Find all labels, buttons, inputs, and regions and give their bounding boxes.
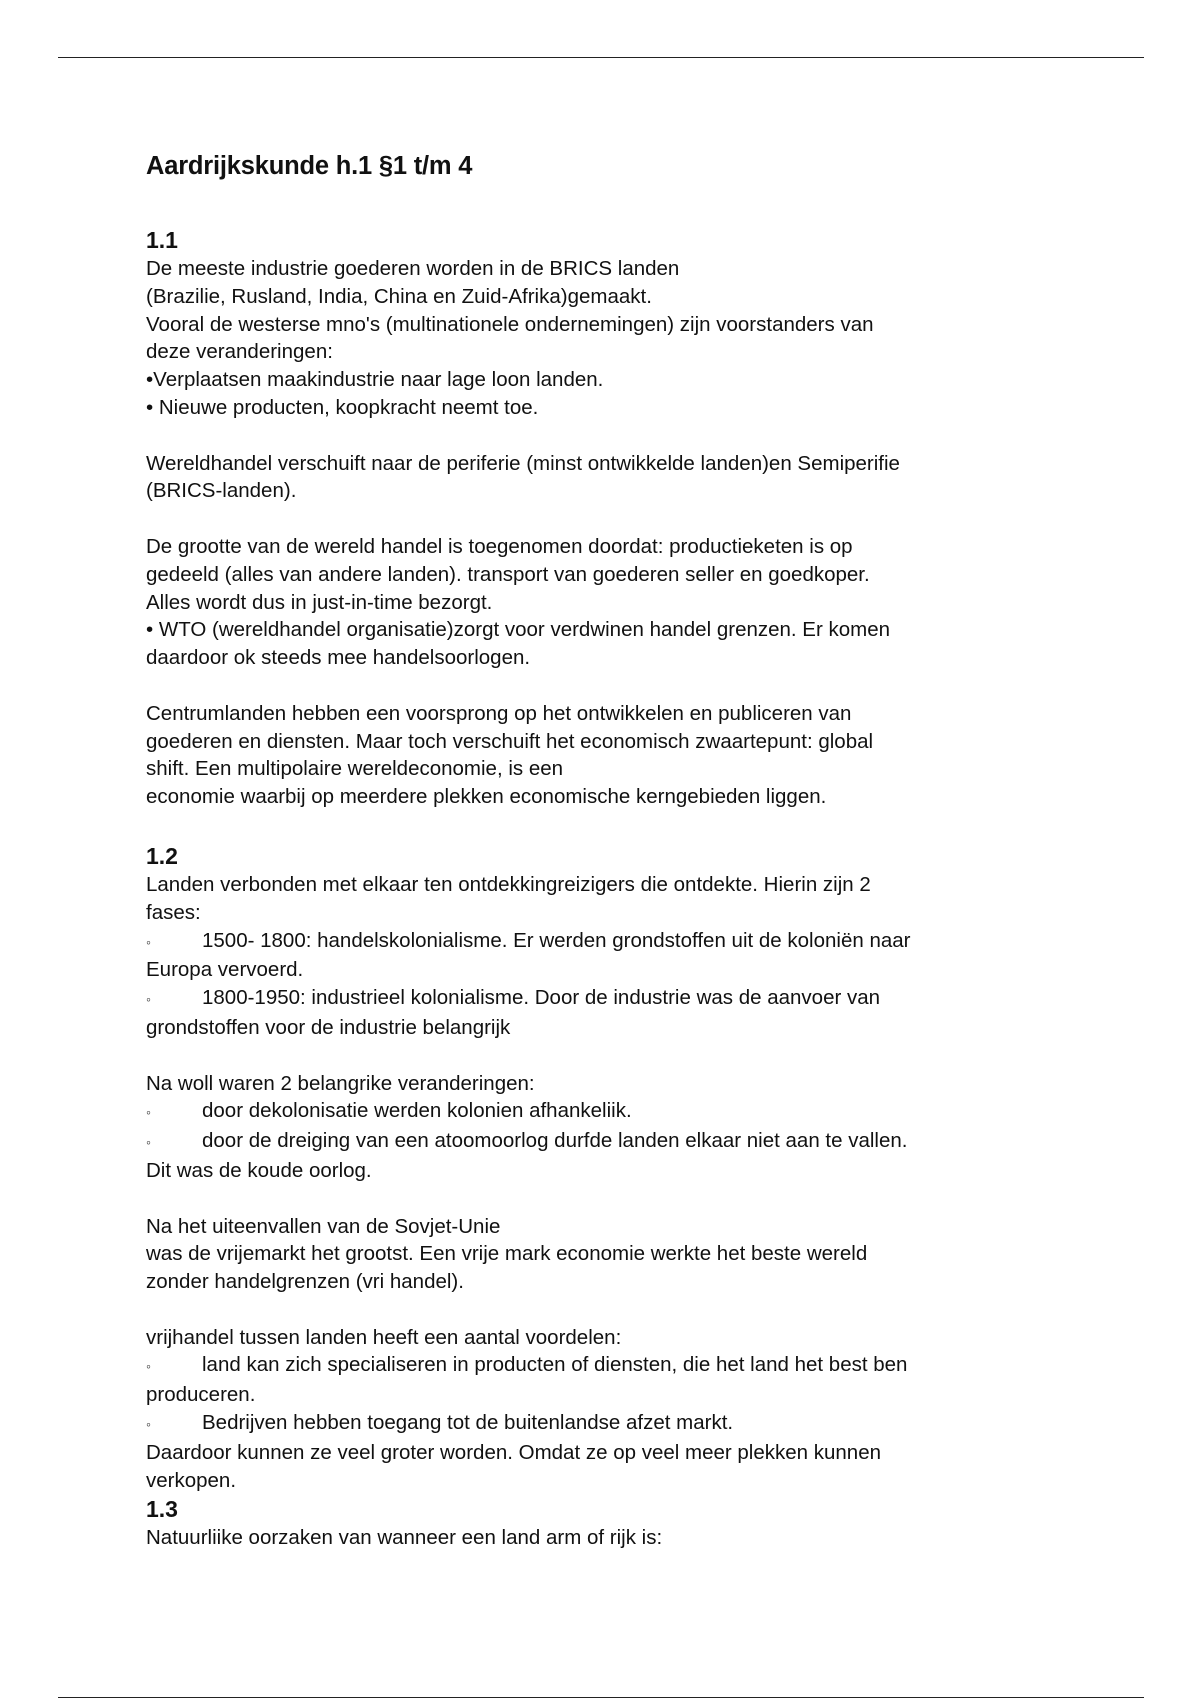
paragraph-line: produceren. [146, 1383, 256, 1407]
bullet-text: door dekolonisatie werden kolonien afhankeliik. [202, 1099, 632, 1123]
hollow-bullet-icon: ◦ [146, 933, 151, 950]
bullet-text: land kan zich specialiseren in producten of diensten, die het land het best ben [202, 1353, 908, 1377]
bullet-line [146, 1409, 1076, 1439]
paragraph-line: (BRICS-landen). [146, 479, 297, 503]
paragraph-line: Centrumlanden hebben een voorsprong op het ontwikkelen en publiceren van [146, 701, 852, 725]
hollow-bullet-icon: ◦ [146, 991, 151, 1008]
paragraph-line: gedeeld (alles van andere landen). transport van goederen seller en goedkoper. [146, 562, 870, 586]
section-1-2 [146, 841, 1076, 1495]
paragraph-line: daardoor ok steeds mee handelsoorlogen. [146, 646, 531, 670]
bullet-line: •Verplaatsen maakindustrie naar lage loon landen. [146, 368, 604, 392]
hollow-bullet-icon: ◦ [146, 1416, 151, 1433]
bullet-line: • Nieuwe producten, koopkracht neemt toe. [146, 395, 539, 419]
paragraph-gap [146, 672, 1076, 700]
bullet-text: door de dreiging van een atoomoorlog durfde landen elkaar niet aan te vallen. [202, 1129, 908, 1153]
paragraph-line: fases: [146, 900, 201, 924]
paragraph-line: Wereldhandel verschuift naar de periferie (minst ontwikkelde landen)en Semiperifie [146, 451, 900, 475]
section-1-3 [146, 1494, 1076, 1552]
bullet-line [146, 1351, 1076, 1381]
bullet-text: Bedrijven hebben toegang tot de buitenlandse afzet markt. [202, 1411, 734, 1435]
bullet-line [146, 1097, 1076, 1127]
hollow-bullet-icon: ◦ [146, 1104, 151, 1121]
paragraph-line: Europa vervoerd. [146, 958, 304, 982]
paragraph-line: Dit was de koude oorlog. [146, 1158, 372, 1182]
paragraph-line: economie waarbij op meerdere plekken economische kerngebieden liggen. [146, 785, 827, 809]
section-heading: 1.1 [146, 227, 178, 253]
section-heading: 1.3 [146, 1496, 178, 1523]
paragraph-line: De grootte van de wereld handel is toegenomen doordat: productieketen is op [146, 534, 853, 558]
bullet-line [146, 927, 1076, 957]
paragraph-line: Alles wordt dus in just-in-time bezorgt. [146, 590, 493, 614]
paragraph-line: vrijhandel tussen landen heeft een aantal voordelen: [146, 1325, 622, 1349]
paragraph-line: Daardoor kunnen ze veel groter worden. Omdat ze op veel meer plekken kunnen [146, 1440, 882, 1464]
paragraph-line: Na het uiteenvallen van de Sovjet-Unie [146, 1214, 501, 1238]
paragraph-gap [146, 1296, 1076, 1324]
paragraph-gap [146, 422, 1076, 450]
bullet-line: • WTO (wereldhandel organisatie)zorgt voor verdwinen handel grenzen. Er komen [146, 618, 891, 642]
paragraph-line: De meeste industrie goederen worden in de BRICS landen [146, 257, 680, 280]
bullet-text: 1800-1950: industrieel kolonialisme. Door de industrie was de aanvoer van [202, 986, 881, 1010]
bullet-line [146, 1127, 1076, 1157]
paragraph-line: Na woll waren 2 belangrike veranderingen: [146, 1071, 535, 1095]
paragraph-line: Vooral de westerse mno's (multinationele ondernemingen) zijn voorstanders van [146, 312, 874, 336]
section-1-1 [146, 225, 1076, 811]
hollow-bullet-icon: ◦ [146, 1134, 151, 1151]
paragraph-gap [146, 505, 1076, 533]
paragraph-line: verkopen. [146, 1468, 237, 1492]
bullet-line [146, 984, 1076, 1014]
paragraph-gap [146, 1042, 1076, 1070]
paragraph-line: shift. Een multipolaire wereldeconomie, is een [146, 757, 564, 781]
document-page [146, 150, 1076, 1552]
section-heading: 1.2 [146, 842, 178, 869]
paragraph-line: Landen verbonden met elkaar ten ontdekkingreizigers die ontdekte. Hierin zijn 2 [146, 872, 871, 896]
document-title: Aardrijkskunde h.1 §1 t/m 4 [146, 152, 473, 180]
hollow-bullet-icon: ◦ [146, 1358, 151, 1375]
paragraph-line: grondstoffen voor de industrie belangrijk [146, 1015, 511, 1039]
paragraph-gap [146, 1185, 1076, 1213]
paragraph-line: zonder handelgrenzen (vri handel). [146, 1270, 464, 1294]
paragraph-line: was de vrijemarkt het grootst. Een vrije mark economie werkte het beste wereld [146, 1242, 868, 1266]
paragraph-line: goederen en diensten. Maar toch verschuift het economisch zwaartepunt: global [146, 729, 874, 753]
header-rule [58, 57, 1144, 58]
paragraph-line: (Brazilie, Rusland, India, China en Zuid-Afrika)gemaakt. [146, 284, 652, 308]
paragraph-line: Natuurliike oorzaken van wanneer een land arm of rijk is: [146, 1526, 663, 1550]
footer-rule [58, 1697, 1144, 1698]
bullet-text: 1500- 1800: handelskolonialisme. Er werden grondstoffen uit de koloniën naar [202, 928, 911, 952]
paragraph-line: deze veranderingen: [146, 340, 333, 364]
